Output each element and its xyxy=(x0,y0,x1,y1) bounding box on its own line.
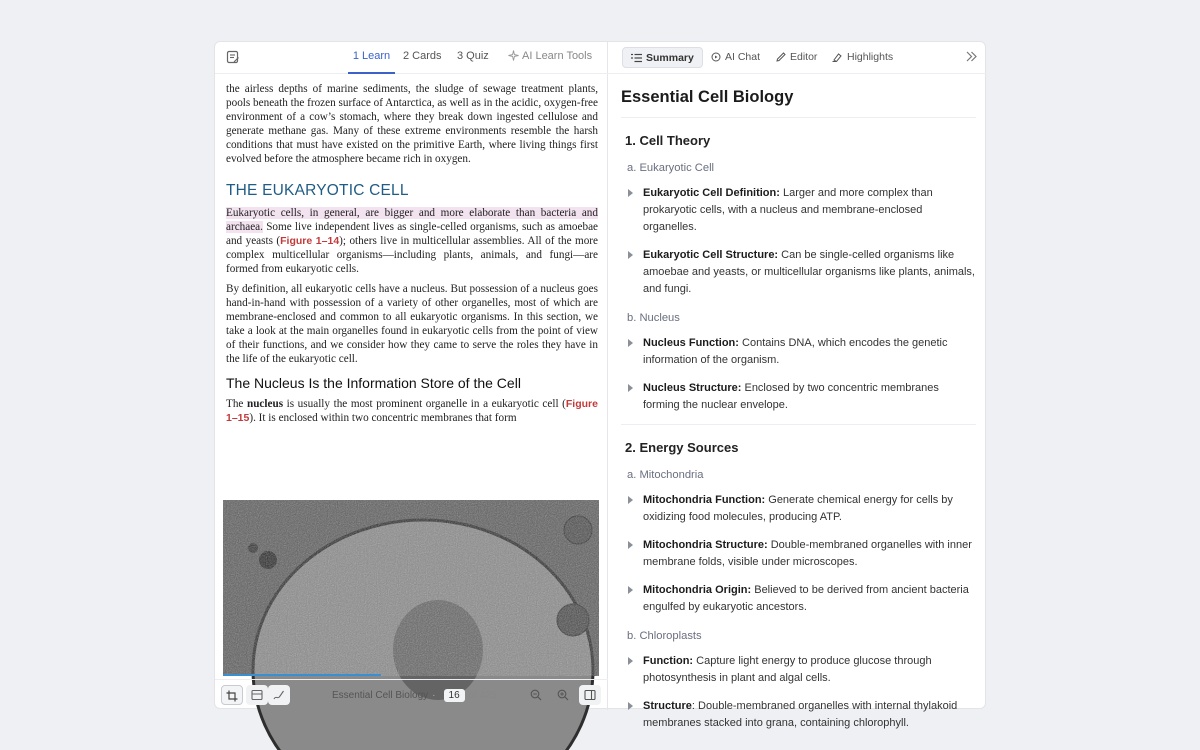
list-icon xyxy=(631,53,642,63)
tab-ai-learn-tools[interactable] xyxy=(508,42,592,74)
section-divider xyxy=(621,424,976,425)
section-heading: 2. Energy Sources xyxy=(625,440,739,455)
sparkle-icon xyxy=(508,50,519,61)
item-term: Mitochondria Structure: xyxy=(643,539,768,551)
notes-icon[interactable] xyxy=(226,50,240,64)
subsection-heading: b. Chloroplasts xyxy=(627,630,702,642)
item-term: Eukaryotic Cell Definition: xyxy=(643,187,780,199)
expand-triangle-icon xyxy=(628,586,633,594)
crop-icon xyxy=(226,690,238,702)
tab-cards[interactable]: 2 Cards xyxy=(403,50,442,62)
panel-tabs xyxy=(608,42,987,74)
item-text: : Double-membraned organelles with internal thylakoid membranes stacked into grana, containing chlorophyll. xyxy=(643,700,958,729)
tab-summary-label: Summary xyxy=(646,52,694,64)
chat-icon xyxy=(711,52,721,62)
toggle-panel-button[interactable] xyxy=(579,685,601,705)
summary-item[interactable] xyxy=(621,582,976,616)
tab-ai-chat[interactable] xyxy=(711,47,760,68)
document-footer xyxy=(215,679,608,710)
pen-icon xyxy=(273,689,285,701)
item-term: Mitochondria Origin: xyxy=(643,584,752,596)
expand-triangle-icon xyxy=(628,189,633,197)
zoom-out-button[interactable] xyxy=(525,685,547,705)
subsection-heading: a. Mitochondria xyxy=(627,469,704,481)
reading-progress-bar xyxy=(223,674,381,676)
double-chevron-right-icon xyxy=(965,50,978,63)
tab-editor-label: Editor xyxy=(790,51,818,63)
layout-icon xyxy=(251,689,263,701)
item-term: Mitochondria Function: xyxy=(643,494,766,506)
item-text: Larger and more complex than prokaryotic cells, with a nucleus and membrane-enclosed organelles. xyxy=(643,187,933,233)
paragraph: the airless depths of marine sediments, the sludge of sewage treatment plants, pools beneath the frozen surface of Antarctica, as well as in the acidic, oxygen-free environment of a cow’s stomach, where they break down ingested cellulose and generate methane gas. Many of these extreme environments resemble the harsh conditions that must have existed on the primitive Earth, where living things first evolved before the atmosphere became rich in oxygen. xyxy=(226,83,598,165)
summary-item[interactable] xyxy=(621,653,976,687)
item-text: Contains DNA, which encodes the genetic information of the organism. xyxy=(643,337,948,366)
highlighter-icon xyxy=(832,52,843,62)
page-count: of 425 xyxy=(468,690,497,701)
pencil-icon xyxy=(776,52,786,62)
paragraph xyxy=(226,397,598,425)
book-title: Essential Cell Biology xyxy=(332,690,429,701)
expand-triangle-icon xyxy=(628,251,633,259)
text-run: ); others live in multicellular assemblies. All of the more complex multicellular organisms—including plants, animals, and fungi—are formed from eukaryotic cells. xyxy=(226,235,598,275)
item-term: Nucleus Function: xyxy=(643,337,739,349)
micrograph-image xyxy=(223,500,599,676)
document-pane xyxy=(215,42,608,710)
bold-term: nucleus xyxy=(246,398,284,410)
item-text: Generate chemical energy for cells by oxidizing food molecules, producing ATP. xyxy=(643,494,953,523)
summary-title: Essential Cell Biology xyxy=(621,88,976,118)
subheading: The Nucleus Is the Information Store of the Cell xyxy=(226,375,521,391)
summary-pane xyxy=(608,42,987,729)
expand-triangle-icon xyxy=(628,384,633,392)
expand-triangle-icon xyxy=(628,496,633,504)
tab-ai-chat-label: AI Chat xyxy=(725,51,761,63)
item-text: Believed to be derived from ancient bacteria engulfed by eukaryotic ancestors. xyxy=(643,584,969,613)
collapse-panel-button[interactable] xyxy=(965,50,978,66)
highlighted-text[interactable]: Eukaryotic cells, in general, are bigger and more elaborate than bacteria and archaea. xyxy=(226,207,598,233)
paragraph xyxy=(226,206,598,276)
learn-tabs xyxy=(215,42,608,74)
tab-highlights-label: Highlights xyxy=(847,51,894,63)
tab-summary[interactable] xyxy=(622,47,703,68)
item-text: Can be single-celled organisms like amoebae and yeasts, or multicellular organisms like plants, animals, and fungi. xyxy=(643,249,975,295)
select-tool-button[interactable] xyxy=(221,685,243,705)
expand-triangle-icon xyxy=(628,702,633,710)
item-term: Structure xyxy=(643,700,692,712)
expand-triangle-icon xyxy=(628,339,633,347)
summary-item[interactable] xyxy=(621,537,976,571)
app-window xyxy=(214,41,986,729)
tab-highlights[interactable] xyxy=(832,47,893,68)
item-text: Double-membraned organelles with inner membrane folds, visible under microscopes. xyxy=(643,539,972,568)
tab-learn[interactable]: 1 Learn xyxy=(348,42,395,74)
item-text: Capture light energy to produce glucose through photosynthesis in plant and algal cells. xyxy=(643,655,932,684)
sidebar-icon xyxy=(584,689,596,701)
paragraph: By definition, all eukaryotic cells have a nucleus. But possession of a nucleus goes hand-in-hand with possession of a variety of other organelles, most of which are membrane-enclosed and common to all eukaryotic organisms. In this section, we take a look at the main organelles found in eukaryotic cells from the point of view of their functions, and we consider how they came to serve the roles they have in the life of the eukaryotic cell. xyxy=(226,283,598,365)
expand-triangle-icon xyxy=(628,541,633,549)
tab-ai-label: AI Learn Tools xyxy=(522,50,593,62)
zoom-out-icon xyxy=(530,689,542,701)
layout-button[interactable] xyxy=(246,685,268,705)
page-indicator xyxy=(332,689,496,702)
annotate-button[interactable] xyxy=(268,685,290,705)
expand-triangle-icon xyxy=(628,657,633,665)
item-term: Function: xyxy=(643,655,694,667)
summary-item[interactable] xyxy=(621,698,976,732)
zoom-in-icon xyxy=(557,689,569,701)
tab-quiz[interactable]: 3 Quiz xyxy=(457,50,489,62)
subsection-heading: b. Nucleus xyxy=(627,312,680,324)
zoom-in-button[interactable] xyxy=(552,685,574,705)
page-number-input[interactable]: 16 xyxy=(444,689,465,702)
separator-dot: · xyxy=(432,690,436,701)
item-term: Nucleus Structure: xyxy=(643,382,742,394)
summary-item[interactable] xyxy=(621,335,976,369)
tab-editor[interactable] xyxy=(776,47,817,68)
text-run: ). It is enclosed within two concentric membranes that form xyxy=(249,412,517,424)
figure-link[interactable]: Figure 1–14 xyxy=(280,235,340,247)
summary-item[interactable] xyxy=(621,380,976,414)
text-run: is usually the most prominent organelle in a eukaryotic cell ( xyxy=(283,398,566,410)
item-text: Enclosed by two concentric membranes forming the nuclear envelope. xyxy=(643,382,939,411)
document-text xyxy=(226,82,598,431)
text-run: Some live independent lives as single-celled organisms, such as amoebae and yeasts ( xyxy=(226,221,598,247)
summary-content xyxy=(621,88,976,732)
summary-item[interactable] xyxy=(621,185,976,236)
text-run: The xyxy=(226,398,247,410)
section-heading: THE EUKARYOTIC CELL xyxy=(226,182,409,199)
figure-link[interactable]: Figure 1–15 xyxy=(226,398,598,424)
section-heading: 1. Cell Theory xyxy=(625,133,711,148)
subsection-heading: a. Eukaryotic Cell xyxy=(627,162,715,174)
summary-item[interactable] xyxy=(621,247,976,298)
summary-item[interactable] xyxy=(621,492,976,526)
item-term: Eukaryotic Cell Structure: xyxy=(643,249,779,261)
